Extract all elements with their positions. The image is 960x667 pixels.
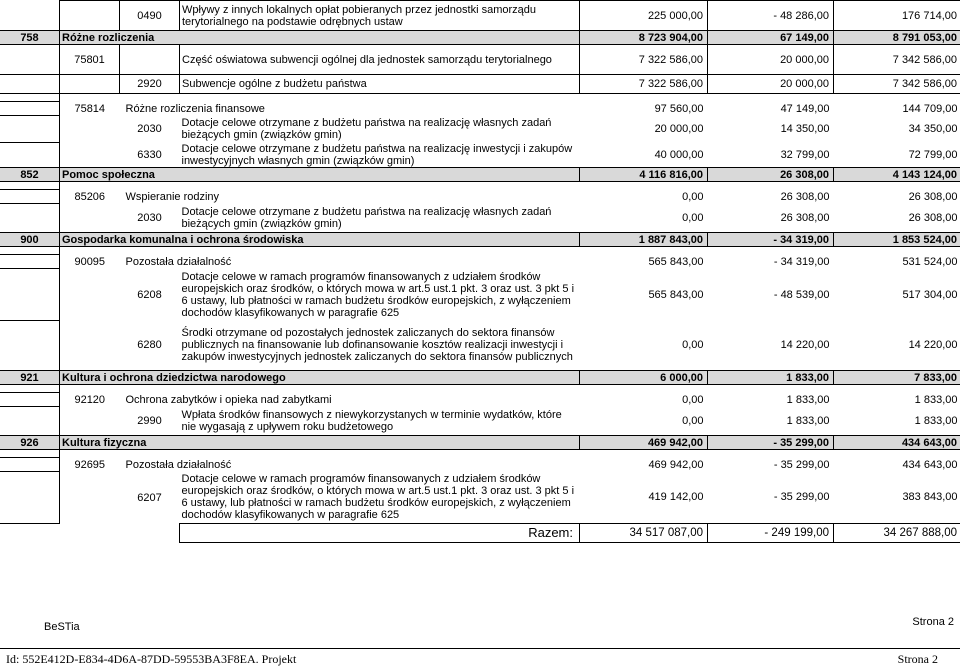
total-row [0,524,960,543]
change-value: - 48 539,00 [708,269,834,321]
after-change-value: 26 308,00 [834,190,960,204]
total-plan-value: 34 517 087,00 [580,524,708,543]
after-change-value: 434 643,00 [834,458,960,472]
after-change-value: 26 308,00 [834,204,960,233]
table-row [0,371,960,385]
plan-value: 20 000,00 [580,116,708,143]
paragraph-code: 2030 [120,116,180,143]
plan-value: 565 843,00 [580,269,708,321]
row-description: Dotacje celowe otrzymane z budżetu państwa na realizację własnych zadań bieżących gmin (związków gmin) [180,204,580,233]
change-value: - 35 299,00 [708,436,834,450]
row-description: Część oświatowa subwencji ogólnej dla jednostek samorządu terytorialnego [180,45,580,75]
change-value: 67 149,00 [708,31,834,45]
section-code: 852 [0,168,60,182]
after-change-value: 34 350,00 [834,116,960,143]
change-value: 1 833,00 [708,407,834,436]
footer-page-number: Strona 2 [912,616,954,628]
section-code: 926 [0,436,60,450]
section-description: Pomoc społeczna [60,168,580,182]
change-value: - 48 286,00 [708,1,834,31]
plan-value: 469 942,00 [580,458,708,472]
plan-value: 565 843,00 [580,255,708,269]
after-change-value: 531 524,00 [834,255,960,269]
table-row [0,1,960,31]
section-description: Różne rozliczenia [60,31,580,45]
chapter-code: 75801 [60,45,120,75]
paragraph-code: 2990 [120,407,180,436]
footer-divider [0,648,960,649]
row-description: Dotacje celowe otrzymane z budżetu państwa na realizację własnych zadań bieżących gmin (związków gmin) [180,116,580,143]
spacer-row [0,385,960,393]
after-change-value: 8 791 053,00 [834,31,960,45]
change-value: 26 308,00 [708,204,834,233]
paragraph-code: 0490 [120,1,180,31]
row-description: Ochrona zabytków i opieka nad zabytkami [120,393,580,407]
change-value: 26 308,00 [708,190,834,204]
row-description: Dotacje celowe w ramach programów finansowanych z udziałem środków europejskich oraz środków, o których mowa w art.5 ust.1 pkt. 3 oraz ust. 3 pkt 5 i 6 ustawy, lub płatności w ramach budżetu środków europejskich, z wyłączeniem dochodów klasyfikowanych w paragrafie 625 [180,472,580,524]
table-row [0,436,960,450]
after-change-value: 176 714,00 [834,1,960,31]
row-description: Różne rozliczenia finansowe [120,102,580,116]
plan-value: 1 887 843,00 [580,233,708,247]
paragraph-code: 6280 [120,321,180,371]
row-description: Dotacje celowe w ramach programów finansowanych z udziałem środków europejskich oraz środków, o których mowa w art.5 ust.1 pkt. 3 oraz ust. 3 pkt 5 i 6 ustawy, lub płatności w ramach budżetu środków europejskich, z wyłączeniem dochodów klasyfikowanych w paragrafie 625 [180,269,580,321]
table-row [0,269,960,321]
table-row [0,168,960,182]
plan-value: 0,00 [580,321,708,371]
paragraph-code: 6330 [120,143,180,168]
change-value: - 34 319,00 [708,255,834,269]
plan-value: 0,00 [580,393,708,407]
plan-value: 4 116 816,00 [580,168,708,182]
table-row [0,321,960,371]
section-code: 921 [0,371,60,385]
table-row [0,102,960,116]
row-description: Wpłata środków finansowych z niewykorzystanych w terminie wydatków, które nie wygasają z upływem roku budżetowego [180,407,580,436]
table-row [0,31,960,45]
change-value: 26 308,00 [708,168,834,182]
paragraph-code: 6207 [120,472,180,524]
table-row [0,255,960,269]
spacer-row [0,182,960,190]
table-row [0,393,960,407]
section-code: 758 [0,31,60,45]
after-change-value: 72 799,00 [834,143,960,168]
chapter-code: 92120 [60,393,120,407]
after-change-value: 517 304,00 [834,269,960,321]
after-change-value: 14 220,00 [834,321,960,371]
row-description: Dotacje celowe otrzymane z budżetu państwa na realizację inwestycji i zakupów inwestycyjnych własnych gmin (związków gmin) [180,143,580,168]
table-row [0,190,960,204]
plan-value: 225 000,00 [580,1,708,31]
change-value: 20 000,00 [708,45,834,75]
section-description: Gospodarka komunalna i ochrona środowiska [60,233,580,247]
change-value: - 35 299,00 [708,458,834,472]
plan-value: 419 142,00 [580,472,708,524]
table-row [0,407,960,436]
section-description: Kultura fizyczna [60,436,580,450]
plan-value: 0,00 [580,407,708,436]
plan-value: 40 000,00 [580,143,708,168]
row-description: Subwencje ogólne z budżetu państwa [180,75,580,94]
table-row [0,45,960,75]
footer-document-id: Id: 552E412D-E834-4D6A-87DD-59553BA3F8EA. Projekt [6,652,296,667]
paragraph-code: 2030 [120,204,180,233]
table-row [0,233,960,247]
change-value: - 35 299,00 [708,472,834,524]
plan-value: 8 723 904,00 [580,31,708,45]
total-after-change-value: 34 267 888,00 [834,524,960,543]
row-description: Środki otrzymane od pozostałych jednostek zaliczanych do sektora finansów publicznych na finansowanie lub dofinansowanie kosztów realizacji inwestycji i zakupów inwestycyjnych jednostek zaliczanych do sektora finansów publicznych [180,321,580,371]
change-value: 20 000,00 [708,75,834,94]
after-change-value: 7 342 586,00 [834,75,960,94]
total-change-value: - 249 199,00 [708,524,834,543]
plan-value: 469 942,00 [580,436,708,450]
table-row [0,204,960,233]
after-change-value: 7 833,00 [834,371,960,385]
spacer-row [0,94,960,102]
total-label: Razem: [180,524,580,543]
chapter-code: 92695 [60,458,120,472]
plan-value: 0,00 [580,204,708,233]
change-value: 1 833,00 [708,371,834,385]
plan-value: 0,00 [580,190,708,204]
change-value: 32 799,00 [708,143,834,168]
after-change-value: 1 833,00 [834,393,960,407]
after-change-value: 1 833,00 [834,407,960,436]
plan-value: 97 560,00 [580,102,708,116]
change-value: 1 833,00 [708,393,834,407]
table-row [0,458,960,472]
table-row [0,116,960,143]
change-value: 47 149,00 [708,102,834,116]
spacer-row [0,450,960,458]
chapter-code: 85206 [60,190,120,204]
paragraph-code: 2920 [120,75,180,94]
section-description: Kultura i ochrona dziedzictwa narodowego [60,371,580,385]
plan-value: 7 322 586,00 [580,45,708,75]
plan-value: 6 000,00 [580,371,708,385]
spacer-row [0,247,960,255]
change-value: 14 350,00 [708,116,834,143]
after-change-value: 434 643,00 [834,436,960,450]
after-change-value: 4 143 124,00 [834,168,960,182]
chapter-code: 75814 [60,102,120,116]
after-change-value: 7 342 586,00 [834,45,960,75]
section-code: 900 [0,233,60,247]
plan-value: 7 322 586,00 [580,75,708,94]
table-row [0,143,960,168]
row-description: Pozostała działalność [120,458,580,472]
row-description: Wpływy z innych lokalnych opłat pobieranych przez jednostki samorządu terytorialnego na podstawie odrębnych ustaw [180,1,580,31]
row-description: Wspieranie rodziny [120,190,580,204]
footer-page-number-bottom: Strona 2 [898,652,938,667]
after-change-value: 144 709,00 [834,102,960,116]
chapter-code: 90095 [60,255,120,269]
after-change-value: 383 843,00 [834,472,960,524]
change-value: 14 220,00 [708,321,834,371]
table-row [0,75,960,94]
row-description: Pozostała działalność [120,255,580,269]
paragraph-code: 6208 [120,269,180,321]
change-value: - 34 319,00 [708,233,834,247]
table-row [0,472,960,524]
footer-brand: BeSTia [44,621,80,633]
after-change-value: 1 853 524,00 [834,233,960,247]
